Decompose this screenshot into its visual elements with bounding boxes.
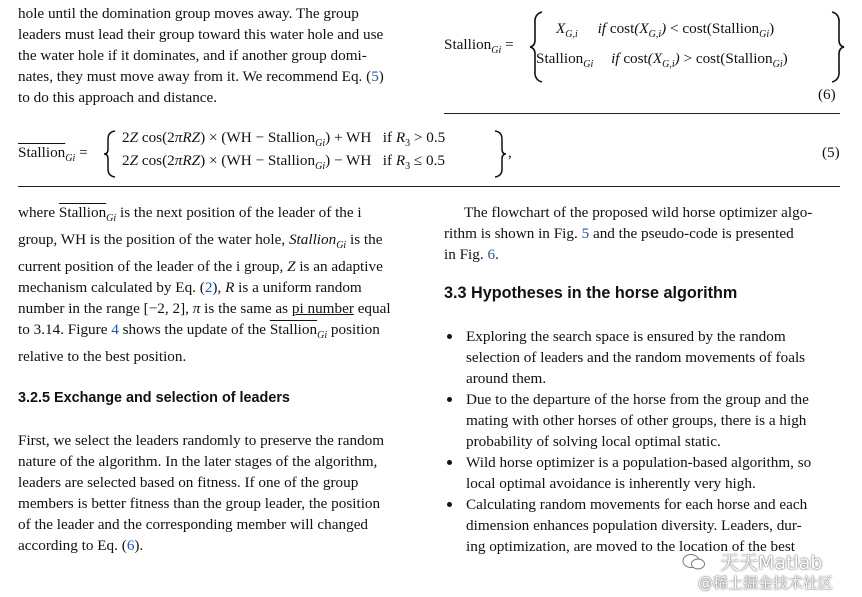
text-line: number in the range [−2, 2], π is the same as pi number equal	[18, 300, 391, 318]
section-heading: 3.2.5 Exchange and selection of leaders	[18, 390, 290, 406]
exchange-paragraph	[18, 430, 416, 556]
text-line: relative to the best position.	[18, 348, 187, 366]
left-brace-icon	[102, 129, 118, 179]
text-line: probability of solving local optimal static.	[466, 433, 721, 450]
text-line: Exploring the search space is ensured by the random	[466, 328, 786, 345]
text-line: selection of leaders and the random movements of foals	[466, 349, 806, 366]
eq5-comma: ,	[508, 144, 512, 161]
list-item	[444, 326, 844, 389]
bullet-icon	[447, 334, 452, 339]
text-line: hole until the domination group moves away. The group	[18, 5, 359, 22]
equation-number: (6)	[818, 86, 836, 103]
text-line: Wild horse optimizer is a population-based algorithm, so	[466, 454, 812, 471]
text-line: the water hole if it dominates, and if another group domi-	[18, 47, 367, 64]
watermark-line1: 天天Matlab	[720, 552, 823, 574]
text-line: current position of the leader of the i group, Z is an adaptive	[18, 258, 383, 276]
text-line: First, we select the leaders randomly to preserve the random	[18, 432, 385, 449]
figure-link[interactable]: 5	[581, 225, 590, 242]
wechat-icon	[682, 552, 706, 572]
text-line: around them.	[466, 370, 547, 387]
list-item	[444, 389, 844, 452]
watermark	[680, 548, 860, 594]
left-brace-icon	[528, 10, 546, 84]
equation-6	[444, 8, 854, 88]
eq5-case1: 2Z cos(2πRZ) × (WH − Stallion$_{Gi}$) + WH if $R_3 > 0.5$	[122, 129, 446, 150]
text-line: members is better fitness than the group leader, the position	[18, 495, 381, 512]
text-line: nature of the algorithm. In the later stages of the algorithm,	[18, 453, 378, 470]
eq-link[interactable]: 2	[204, 279, 213, 297]
bullet-icon	[447, 397, 452, 402]
text-line: local optimal avoidance is inherently very high.	[466, 475, 756, 492]
text-line: mechanism calculated by Eq. (2), R is a uniform random	[18, 279, 362, 297]
text-line: ing optimization, are moved to the location of the best	[466, 538, 795, 555]
bullet-icon	[447, 460, 452, 465]
watermark-line2: @稀土掘金技术社区	[698, 574, 834, 592]
equation-5	[18, 126, 840, 182]
flowchart-paragraph	[444, 202, 842, 265]
divider	[18, 186, 840, 187]
where-paragraph	[18, 202, 416, 367]
figure-link[interactable]: 6	[487, 246, 496, 263]
intro-paragraph	[18, 3, 416, 108]
text-line: leaders are selected based on fitness. If one of the group	[18, 474, 359, 491]
text-line: of the leader and the corresponding member will changed	[18, 516, 369, 533]
text-line: The flowchart of the proposed wild horse optimizer algo-	[464, 204, 813, 221]
text-line: group, WH is the position of the water hole, Stallion$_{Gi}$ is the	[18, 231, 383, 252]
eq6-case1: $X_{G,i}$ if $\cos t(X_{G,i})$ < cost(Stallion$_{Gi}$)	[556, 20, 775, 41]
hypotheses-list	[444, 326, 844, 557]
eq6-case2: Stallion$_{Gi}$ if $\cos t(X_{G,i})$ > cost(Stallion$_{Gi}$)	[536, 50, 788, 71]
figure-link[interactable]: 4	[111, 321, 119, 339]
eq5-lhs: Stallion$_{Gi}$ =	[18, 144, 88, 165]
text-line: Due to the departure of the horse from the group and the	[466, 391, 809, 408]
divider	[444, 113, 840, 114]
list-item	[444, 452, 844, 494]
text-line: Calculating random movements for each horse and each	[466, 496, 808, 513]
right-brace-icon	[492, 129, 508, 179]
text-line: rithm is shown in Fig. 5 and the pseudo-code is presented	[444, 225, 794, 242]
text-line: to 3.14. Figure 4 shows the update of the Stallion$_{Gi}$ position	[18, 321, 380, 342]
eq-link[interactable]: 5	[371, 68, 379, 85]
section-heading: 3.3 Hypotheses in the horse algorithm	[444, 284, 738, 302]
eq5-case2: 2Z cos(2πRZ) × (WH − Stallion$_{Gi}$) − WH if $R_3 \le 0.5$	[122, 152, 446, 173]
bullet-icon	[447, 502, 452, 507]
eq6-lhs: Stallion$_{Gi}$ =	[444, 36, 514, 57]
text-line: according to Eq. (6).	[18, 537, 144, 554]
text-line: nates, they must move away from it. We recommend Eq. (5)	[18, 68, 384, 85]
text-line: where Stallion$_{Gi}$ is the next position of the leader of the i	[18, 204, 362, 225]
eq-link[interactable]: 6	[126, 537, 135, 554]
text-line: to do this approach and distance.	[18, 89, 218, 106]
text-line: dimension enhances population diversity. Leaders, dur-	[466, 517, 802, 534]
equation-number: (5)	[822, 144, 840, 161]
text-line: mating with other horses of other groups, there is a high	[466, 412, 807, 429]
text-line: leaders must lead their group toward this water hole and use	[18, 26, 384, 43]
text-line: in Fig. 6.	[444, 246, 499, 263]
right-brace-icon	[828, 10, 846, 84]
